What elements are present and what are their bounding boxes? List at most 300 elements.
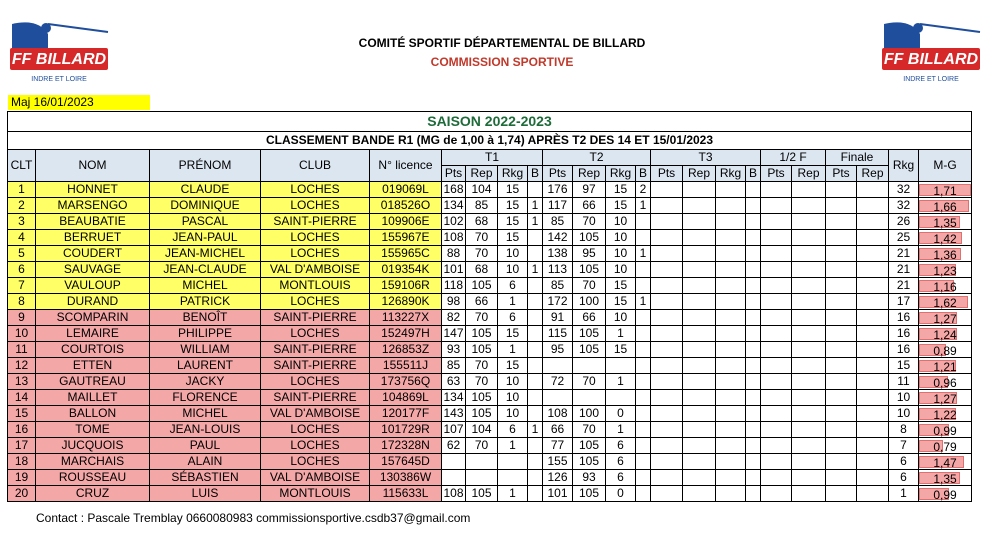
cell-finale [826,486,857,502]
cell-t1 [498,454,528,470]
cell-prenom: PASCAL [150,214,261,230]
col-t1: T1 [442,150,543,166]
cell-t2: 115 [543,326,573,342]
page-subtitle: COMMISSION SPORTIVE [430,55,574,69]
table-row [8,262,972,278]
cell-t1: 10 [498,374,528,390]
cell-clt: 20 [8,486,36,502]
cell-club: LOCHES [261,422,370,438]
cell-prenom: FLORENCE [150,390,261,406]
mg-data-bar [919,440,971,452]
mg-data-bar [919,248,971,260]
cell-demi [761,342,792,358]
cell-t2: 15 [606,198,636,214]
cell-t2: 66 [573,310,606,326]
cell-t3 [716,230,746,246]
cell-finale [857,278,889,294]
cell-t1: 1 [498,294,528,310]
cell-t1: 105 [466,342,498,358]
table-row [8,358,972,374]
cell-nom: COURTOIS [36,342,150,358]
cell-demi [761,214,792,230]
cell-prenom: ALAIN [150,454,261,470]
cell-clt: 10 [8,326,36,342]
col-clt: CLT [8,150,36,182]
cell-t2: 113 [543,262,573,278]
cell-mg [919,374,972,390]
cell-t3 [683,454,716,470]
cell-t2: 85 [543,278,573,294]
cell-t1: 68 [466,262,498,278]
cell-t2: 6 [606,454,636,470]
cell-t3 [683,326,716,342]
cell-club: LOCHES [261,326,370,342]
cell-rkg: 32 [889,182,919,198]
cell-t2 [543,390,573,406]
cell-rkg: 21 [889,278,919,294]
cell-licence: 155965C [370,246,442,262]
cell-demi [761,326,792,342]
table-row [8,342,972,358]
cell-t1 [528,278,543,294]
cell-t2: 101 [543,486,573,502]
billiard-logo-icon [8,14,112,86]
cell-t2: 10 [606,214,636,230]
cell-clt: 4 [8,230,36,246]
cell-rkg: 21 [889,262,919,278]
cell-demi [761,390,792,406]
cell-demi [792,246,826,262]
cell-t2: 176 [543,182,573,198]
subcol-b: B [528,166,543,182]
cell-finale [826,246,857,262]
cell-t2: 117 [543,198,573,214]
cell-demi [792,486,826,502]
subcol-pts: Pts [761,166,792,182]
cell-nom: GAUTREAU [36,374,150,390]
mg-data-bar [919,376,971,388]
cell-mg [919,390,972,406]
cell-t3 [683,214,716,230]
cell-t1: 105 [466,278,498,294]
cell-t3 [683,342,716,358]
mg-value: 0,79 [933,440,957,454]
cell-t1: 1 [528,262,543,278]
cell-t3 [716,358,746,374]
cell-t1: 88 [442,246,466,262]
cell-t3 [683,278,716,294]
cell-t3 [651,342,683,358]
cell-prenom: LUIS [150,486,261,502]
cell-t3 [716,278,746,294]
cell-rkg: 10 [889,406,919,422]
mg-data-bar [919,296,971,308]
cell-mg [919,406,972,422]
cell-finale [857,406,889,422]
cell-t1: 168 [443,182,464,196]
update-date: Maj 16/01/2023 [8,95,150,110]
cell-club: LOCHES [261,182,370,198]
cell-t3 [746,294,761,310]
cell-clt: 8 [8,294,36,310]
cell-demi [792,438,826,454]
cell-t1 [466,470,498,486]
cell-demi [792,198,826,214]
cell-clt: 5 [8,246,36,262]
cell-t2: 97 [573,182,606,198]
cell-t1: 102 [443,214,464,228]
mg-data-bar [919,264,971,276]
subcol-rk: Rkg [498,166,528,182]
cell-mg [919,182,972,198]
cell-t1 [498,470,528,486]
cell-t1: 15 [498,182,528,198]
mg-value: 0,89 [933,344,957,358]
cell-t1: 101 [443,262,464,276]
table-row [8,422,972,438]
cell-t2 [636,326,651,342]
cell-t3 [746,182,761,198]
billiard-logo-icon [880,14,984,86]
cell-demi [761,438,792,454]
cell-t3 [651,358,683,374]
mg-data-bar [919,392,971,404]
mg-data-bar [919,200,971,212]
cell-t2 [636,262,651,278]
cell-finale [826,278,857,294]
cell-club: VAL D'AMBOISE [261,470,370,486]
cell-t2: 66 [543,422,573,438]
cell-prenom: BENOÎT [150,310,261,326]
mg-data-bar [919,280,971,292]
cell-finale [826,310,857,326]
cell-finale [857,214,889,230]
cell-t2 [636,454,651,470]
cell-finale [857,310,889,326]
cell-t2: 15 [606,182,636,198]
cell-t1 [528,374,543,390]
cell-t1: 1 [528,214,543,230]
cell-t3 [746,390,761,406]
cell-t3 [746,470,761,486]
cell-t1: 70 [466,230,498,246]
cell-licence: 155511J [370,358,442,374]
cell-finale [857,198,889,214]
subcol-rk: Rkg [716,166,746,182]
cell-t1: 105 [466,390,498,406]
cell-t2: 10 [606,310,636,326]
mg-data-bar [919,360,971,372]
subcol-b: B [636,166,651,182]
cell-demi [761,406,792,422]
cell-t1 [528,438,543,454]
cell-t3 [651,294,683,310]
cell-t1: 6 [498,278,528,294]
classement-title: CLASSEMENT BANDE R1 (MG de 1,00 à 1,74) APRÈS T2 DES 14 ET 15/01/2023 [8,132,972,150]
cell-clt: 7 [8,278,36,294]
cell-t1: 15 [498,214,528,230]
mg-data-bar [919,216,971,228]
cell-licence: 155967E [370,230,442,246]
cell-t1: 105 [466,486,498,502]
cell-demi [792,310,826,326]
cell-nom: ETTEN [36,358,150,374]
cell-finale [826,342,857,358]
cell-rkg: 6 [889,470,919,486]
cell-nom: VAULOUP [36,278,150,294]
cell-t2: 126 [543,470,573,486]
cell-t3 [746,278,761,294]
cell-t3 [651,406,683,422]
cell-demi [792,406,826,422]
cell-t3 [651,374,683,390]
cell-prenom: DOMINIQUE [150,198,261,214]
cell-t1: 6 [498,310,528,326]
cell-clt: 3 [8,214,36,230]
mg-value: 0,99 [933,424,957,438]
cell-clt: 18 [8,454,36,470]
table-row [8,214,972,230]
cell-demi [761,246,792,262]
cell-licence: 115633L [370,486,442,502]
cell-t1 [528,406,543,422]
cell-clt: 1 [8,182,36,198]
table-row [8,294,972,310]
cell-mg [919,422,972,438]
mg-value: 1,66 [933,200,957,214]
cell-demi [792,214,826,230]
cell-finale [826,374,857,390]
cell-t2: 72 [543,374,573,390]
cell-t1: 66 [466,294,498,310]
cell-t3 [683,262,716,278]
cell-t3 [746,246,761,262]
cell-t1: 10 [498,406,528,422]
mg-value: 0,96 [933,376,957,390]
cell-t1: 108 [443,230,464,244]
cell-club: LOCHES [261,374,370,390]
cell-demi [792,182,826,198]
cell-mg [919,438,972,454]
cell-club: VAL D'AMBOISE [261,262,370,278]
cell-t3 [716,422,746,438]
cell-clt: 12 [8,358,36,374]
table-row [8,246,972,262]
cell-t3 [651,278,683,294]
cell-licence: 130386W [370,470,442,486]
cell-t1: 105 [466,326,498,342]
cell-demi [792,278,826,294]
cell-prenom: PHILIPPE [150,326,261,342]
cell-t2 [636,278,651,294]
cell-nom: COUDERT [36,246,150,262]
table-row [8,438,972,454]
cell-t3 [683,374,716,390]
cell-clt: 14 [8,390,36,406]
cell-demi [761,358,792,374]
table-row [8,278,972,294]
cell-club: SAINT-PIERRE [261,390,370,406]
cell-demi [792,358,826,374]
cell-t2 [636,406,651,422]
table-row [8,326,972,342]
cell-finale [826,422,857,438]
cell-prenom: MICHEL [150,278,261,294]
cell-t3 [746,438,761,454]
cell-t3 [746,214,761,230]
cell-t2: 105 [573,486,606,502]
cell-t3 [683,422,716,438]
cell-finale [826,262,857,278]
cell-t2: 6 [606,470,636,486]
cell-t1 [528,310,543,326]
cell-t3 [746,454,761,470]
cell-t2: 172 [543,294,573,310]
subcol-rk: Rkg [606,166,636,182]
cell-demi [792,454,826,470]
cell-t3 [716,214,746,230]
cell-t2 [606,390,636,406]
cell-t1: 10 [498,262,528,278]
cell-t2: 105 [573,438,606,454]
mg-value: 1,35 [933,216,957,230]
cell-t1: 85 [466,198,498,214]
cell-club: VAL D'AMBOISE [261,406,370,422]
cell-finale [857,390,889,406]
col-t3: T3 [651,150,761,166]
col-nom: NOM [36,150,150,182]
cell-rkg: 7 [889,438,919,454]
cell-mg [919,278,972,294]
cell-mg [919,470,972,486]
cell-t1: 6 [498,422,528,438]
cell-t1: 104 [466,182,498,198]
cell-t3 [716,470,746,486]
cell-licence: 157645D [370,454,442,470]
ff-billard-logo-left [8,14,112,86]
cell-t1: 15 [498,358,528,374]
cell-mg [919,454,972,470]
cell-t2 [636,310,651,326]
col-club: CLUB [261,150,370,182]
cell-demi [792,390,826,406]
cell-demi [792,294,826,310]
cell-t1: 105 [466,406,498,422]
cell-t2 [636,342,651,358]
cell-t2: 91 [543,310,573,326]
cell-t2: 6 [606,438,636,454]
cell-club: LOCHES [261,246,370,262]
table-row [8,310,972,326]
cell-rkg: 15 [889,358,919,374]
cell-demi [792,326,826,342]
cell-t3 [716,438,746,454]
cell-t3 [716,198,746,214]
cell-t2 [636,214,651,230]
cell-t1 [528,294,543,310]
cell-licence: 101729R [370,422,442,438]
cell-prenom: JEAN-CLAUDE [150,262,261,278]
cell-t3 [683,246,716,262]
cell-nom: HONNET [36,182,150,198]
svg-text:FF BILLARD: FF BILLARD [883,51,979,68]
cell-t3 [746,406,761,422]
cell-t1: 98 [442,294,466,310]
cell-demi [761,374,792,390]
cell-finale [857,326,889,342]
cell-rkg: 25 [889,230,919,246]
cell-t2: 100 [573,406,606,422]
cell-t1: 70 [466,438,498,454]
cell-t1: 70 [466,310,498,326]
cell-finale [826,326,857,342]
cell-t2: 155 [543,454,573,470]
cell-finale [857,470,889,486]
cell-t1: 1 [498,342,528,358]
cell-demi [761,310,792,326]
cell-mg [919,246,972,262]
cell-t2: 2 [636,182,651,198]
cell-t2 [636,486,651,502]
cell-t1: 93 [442,342,466,358]
cell-t3 [746,486,761,502]
cell-t1: 1 [498,486,528,502]
cell-clt: 13 [8,374,36,390]
cell-t2: 70 [573,214,606,230]
mg-data-bar [919,488,971,500]
cell-nom: MAILLET [36,390,150,406]
cell-t3 [651,246,683,262]
subcol-rep: Rep [683,166,716,182]
cell-licence: 126890K [370,294,442,310]
mg-value: 1,21 [933,360,957,374]
cell-t1: 15 [498,230,528,246]
cell-t1: 107 [443,422,464,436]
cell-t1: 108 [443,486,464,500]
cell-demi [761,230,792,246]
cell-t3 [683,470,716,486]
cell-finale [857,486,889,502]
cell-nom: BERRUET [36,230,150,246]
mg-data-bar [919,424,971,436]
cell-clt: 19 [8,470,36,486]
cell-rkg: 8 [889,422,919,438]
col-rkg: Rkg [889,150,919,182]
cell-t3 [746,326,761,342]
cell-t3 [651,262,683,278]
cell-mg [919,262,972,278]
svg-text:INDRE ET LOIRE: INDRE ET LOIRE [31,76,87,83]
cell-finale [857,422,889,438]
svg-text:INDRE ET LOIRE: INDRE ET LOIRE [903,76,959,83]
cell-mg [919,310,972,326]
cell-t1: 70 [466,358,498,374]
col-licence: N° licence [370,150,442,182]
cell-t3 [651,422,683,438]
cell-t1 [528,358,543,374]
mg-value: 1,27 [933,392,957,406]
mg-value: 1,22 [933,408,957,422]
cell-t2: 142 [543,230,573,246]
cell-finale [826,406,857,422]
cell-t2: 93 [573,470,606,486]
cell-t2: 105 [573,342,606,358]
cell-t2: 1 [636,198,651,214]
cell-finale [857,342,889,358]
cell-club: LOCHES [261,438,370,454]
cell-t2: 105 [573,454,606,470]
subcol-rep: Rep [573,166,606,182]
